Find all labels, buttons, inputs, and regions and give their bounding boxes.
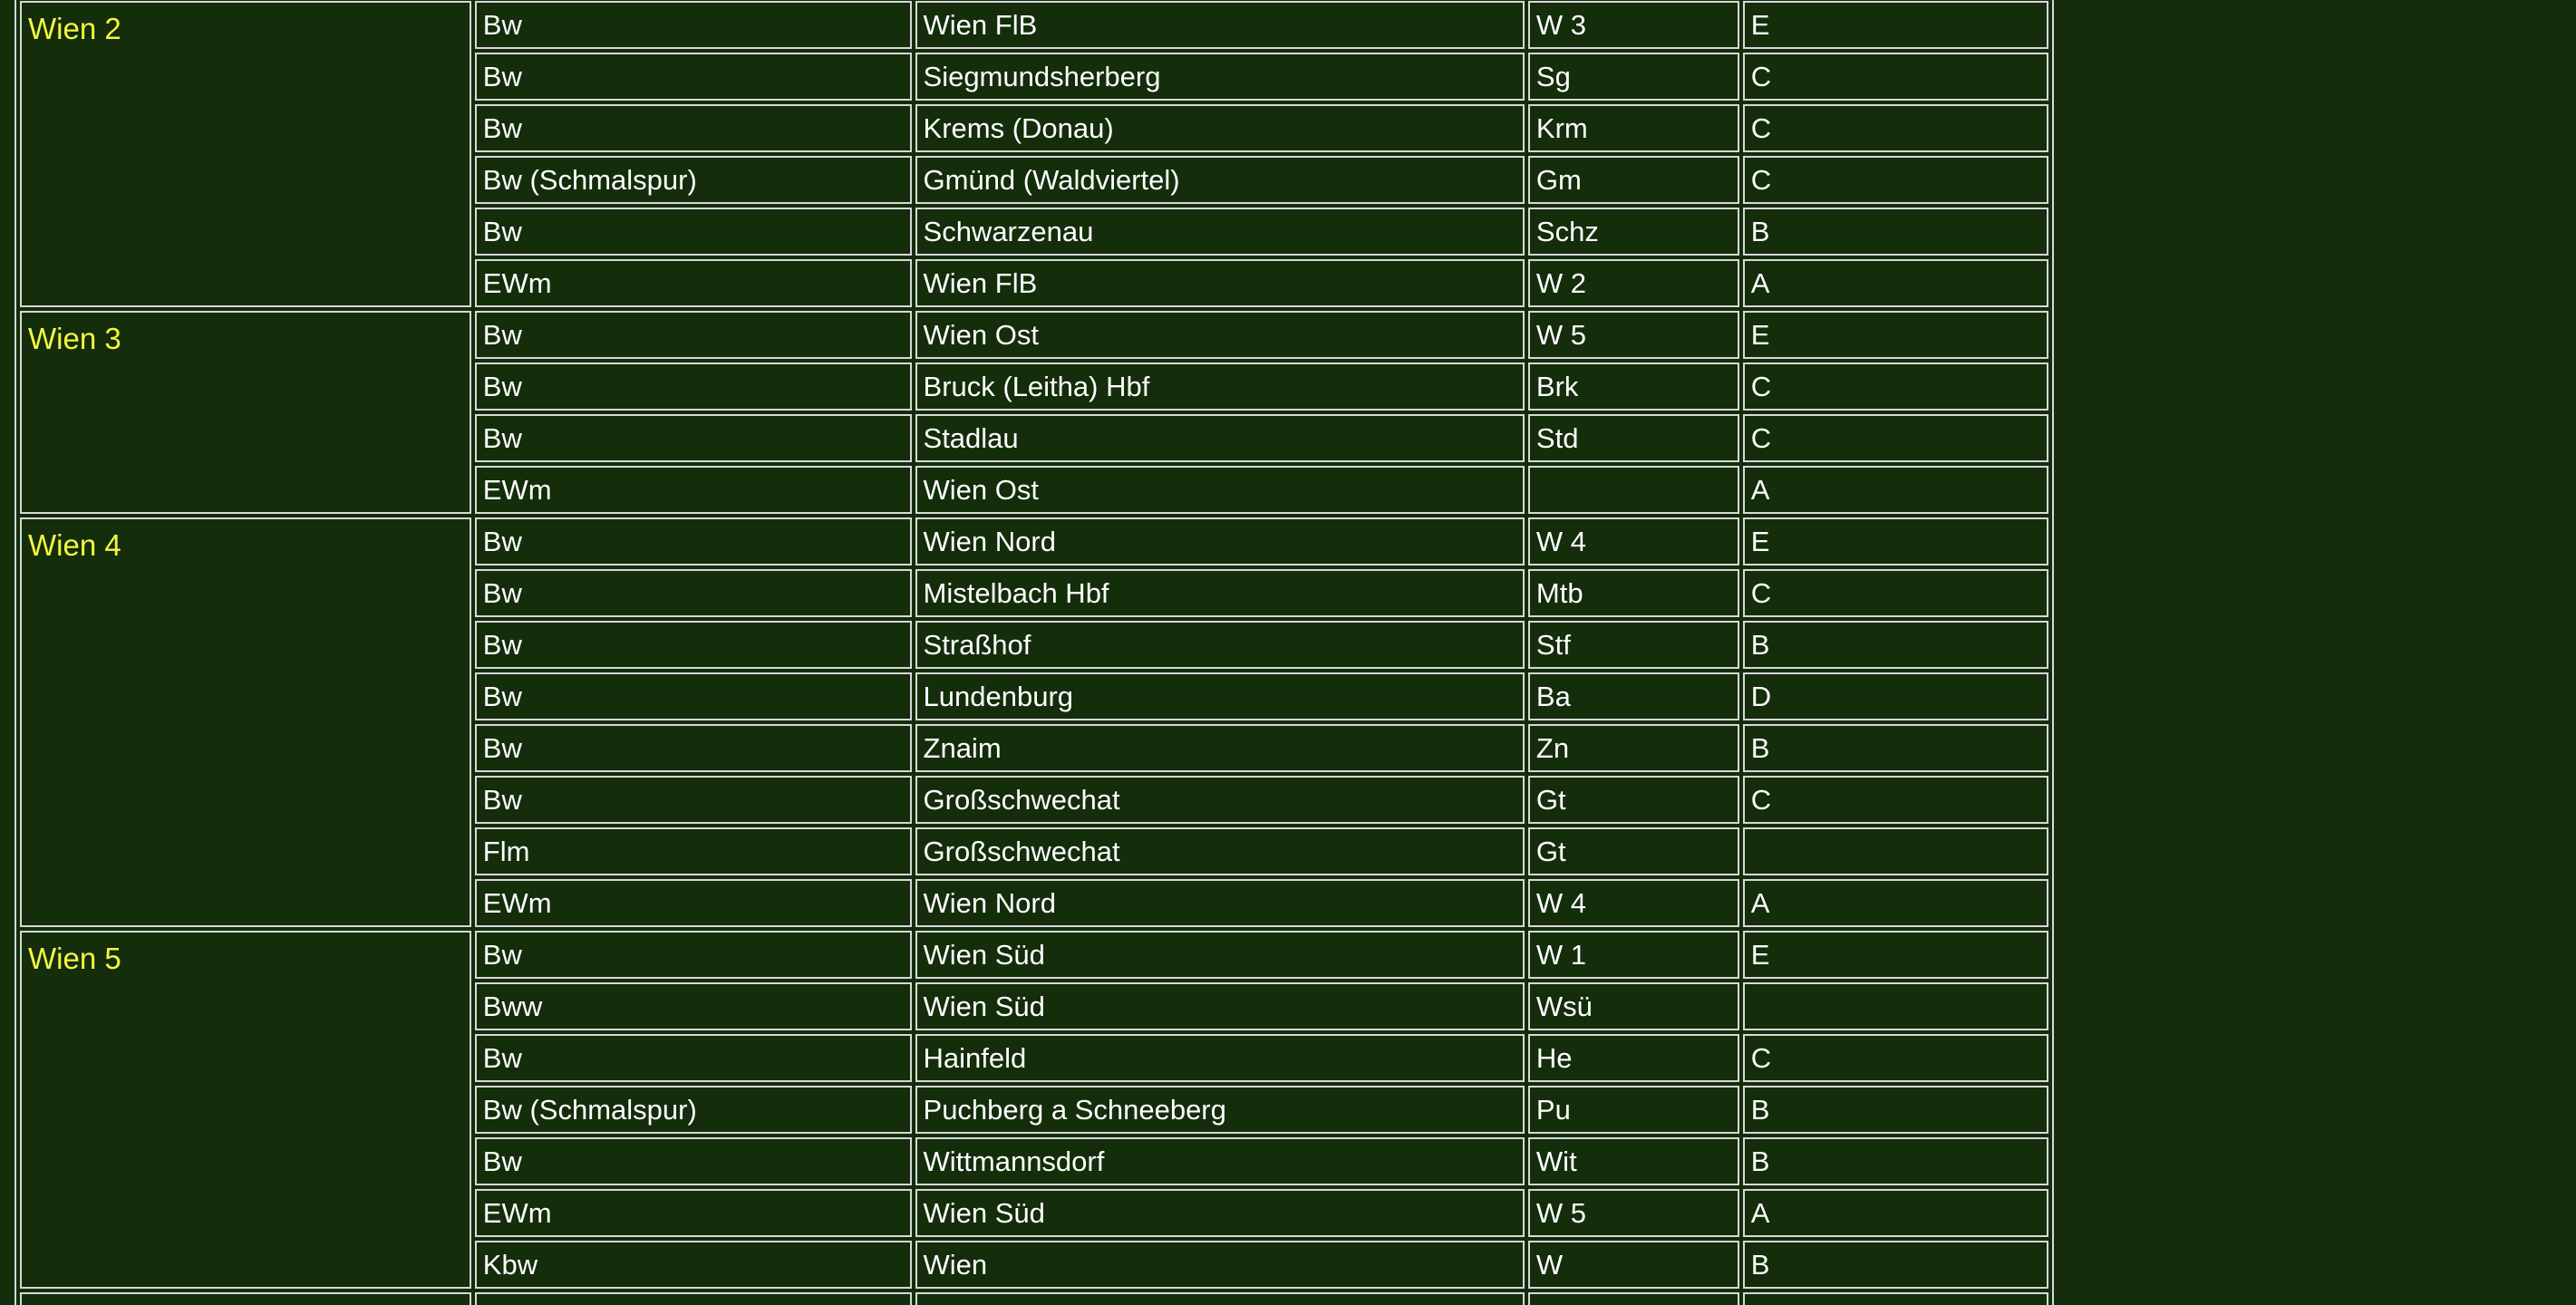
location-cell: Hainfeld — [915, 1034, 1525, 1082]
depot-type-cell: Bw — [475, 104, 912, 152]
table-container — [15, 0, 2054, 1305]
depot-type-cell: Kbw — [475, 1241, 912, 1289]
depot-type-cell: Bw — [475, 1, 912, 49]
location-cell: Wittmannsdorf — [915, 1137, 1525, 1185]
abbreviation-cell: W 2 — [1528, 259, 1739, 307]
depot-type-cell: Bww — [475, 982, 912, 1030]
category-cell: B — [1743, 208, 2048, 256]
abbreviation-cell: W 5 — [1528, 1189, 1739, 1237]
abbreviation-cell: W — [1528, 1241, 1739, 1289]
category-cell: A — [1743, 466, 2048, 514]
location-cell: Wien — [915, 1241, 1525, 1289]
abbreviation-cell: Gt — [1528, 827, 1739, 875]
location-cell: Wien Nord — [915, 517, 1525, 566]
directorate-name: Wien 4 — [20, 517, 471, 927]
category-cell: D — [1743, 672, 2048, 720]
category-cell: E — [1743, 931, 2048, 979]
category-cell: C — [1743, 569, 2048, 617]
category-cell: E — [1743, 311, 2048, 359]
depot-type-cell: Bw (Schmalspur) — [475, 1086, 912, 1134]
category-cell — [1743, 1292, 2048, 1305]
category-cell: A — [1743, 1189, 2048, 1237]
depot-type-cell: EWm — [475, 259, 912, 307]
abbreviation-cell — [1528, 1292, 1739, 1305]
category-cell: A — [1743, 879, 2048, 927]
abbreviation-cell: Ba — [1528, 672, 1739, 720]
abbreviation-cell: W 4 — [1528, 879, 1739, 927]
abbreviation-cell: He — [1528, 1034, 1739, 1082]
depot-type-cell: Bw — [475, 311, 912, 359]
category-cell — [1743, 982, 2048, 1030]
abbreviation-cell — [1528, 466, 1739, 514]
abbreviation-cell: W 3 — [1528, 1, 1739, 49]
depot-type-cell: Bw — [475, 569, 912, 617]
category-cell: B — [1743, 724, 2048, 772]
category-cell: C — [1743, 1034, 2048, 1082]
depot-type-cell: Bw — [475, 724, 912, 772]
category-cell: B — [1743, 1137, 2048, 1185]
table-row — [20, 311, 2048, 359]
category-cell: C — [1743, 414, 2048, 462]
directorate-name — [20, 1292, 471, 1305]
depot-type-cell: Bw — [475, 1137, 912, 1185]
location-cell: Wien FlB — [915, 1, 1525, 49]
depot-type-cell: Bw — [475, 931, 912, 979]
abbreviation-cell: Wsü — [1528, 982, 1739, 1030]
category-cell: E — [1743, 1, 2048, 49]
abbreviation-cell: Brk — [1528, 362, 1739, 411]
location-cell: Stadlau — [915, 414, 1525, 462]
location-cell: Straßhof — [915, 621, 1525, 669]
depot-table — [15, 0, 2054, 1305]
directorate-name: Wien 5 — [20, 931, 471, 1289]
category-cell: C — [1743, 362, 2048, 411]
location-cell: Znaim — [915, 724, 1525, 772]
category-cell: B — [1743, 621, 2048, 669]
depot-type-cell: Bw — [475, 208, 912, 256]
table-row — [20, 1292, 2048, 1305]
location-cell: Wien Süd — [915, 1189, 1525, 1237]
abbreviation-cell: Schz — [1528, 208, 1739, 256]
category-cell: E — [1743, 517, 2048, 566]
depot-type-cell: EWm — [475, 466, 912, 514]
category-cell: A — [1743, 259, 2048, 307]
depot-type-cell: Bw — [475, 776, 912, 824]
abbreviation-cell: Mtb — [1528, 569, 1739, 617]
depot-type-cell: Bw — [475, 53, 912, 101]
abbreviation-cell: Krm — [1528, 104, 1739, 152]
location-cell: Siegmundsherberg — [915, 53, 1525, 101]
depot-type-cell: Bw — [475, 517, 912, 566]
category-cell: C — [1743, 53, 2048, 101]
depot-type-cell: Bw — [475, 362, 912, 411]
depot-type-cell: Bw (Schmalspur) — [475, 156, 912, 204]
abbreviation-cell: W 1 — [1528, 931, 1739, 979]
depot-type-cell: EWm — [475, 879, 912, 927]
category-cell: C — [1743, 156, 2048, 204]
abbreviation-cell: W 4 — [1528, 517, 1739, 566]
abbreviation-cell: Std — [1528, 414, 1739, 462]
abbreviation-cell: Pu — [1528, 1086, 1739, 1134]
directorate-name: Wien 3 — [20, 311, 471, 514]
depot-type-cell: Bw — [475, 414, 912, 462]
location-cell: Wien Ost — [915, 311, 1525, 359]
location-cell: Wien Ost — [915, 466, 1525, 514]
location-cell: Großschwechat — [915, 776, 1525, 824]
location-cell: Großschwechat — [915, 827, 1525, 875]
directorate-name: Wien 2 — [20, 1, 471, 307]
location-cell: Wien FlB — [915, 259, 1525, 307]
location-cell: Gmünd (Waldviertel) — [915, 156, 1525, 204]
table-row — [20, 517, 2048, 566]
abbreviation-cell: Wit — [1528, 1137, 1739, 1185]
location-cell: Wien Süd — [915, 982, 1525, 1030]
abbreviation-cell: Gm — [1528, 156, 1739, 204]
table-row — [20, 931, 2048, 979]
location-cell: Krems (Donau) — [915, 104, 1525, 152]
depot-type-cell: Bw — [475, 672, 912, 720]
location-cell: Wien Nord — [915, 879, 1525, 927]
category-cell: C — [1743, 104, 2048, 152]
depot-type-cell: EWm — [475, 1189, 912, 1237]
abbreviation-cell: W 5 — [1528, 311, 1739, 359]
depot-type-cell — [475, 1292, 912, 1305]
location-cell: Lundenburg — [915, 672, 1525, 720]
location-cell: Puchberg a Schneeberg — [915, 1086, 1525, 1134]
location-cell: Wien Süd — [915, 931, 1525, 979]
category-cell: C — [1743, 776, 2048, 824]
abbreviation-cell: Gt — [1528, 776, 1739, 824]
table-row — [20, 1, 2048, 49]
depot-table-body — [20, 1, 2048, 1305]
location-cell: Schwarzenau — [915, 208, 1525, 256]
category-cell: B — [1743, 1241, 2048, 1289]
depot-type-cell: Bw — [475, 1034, 912, 1082]
location-cell: Mistelbach Hbf — [915, 569, 1525, 617]
category-cell — [1743, 827, 2048, 875]
location-cell: Bruck (Leitha) Hbf — [915, 362, 1525, 411]
depot-type-cell: Bw — [475, 621, 912, 669]
abbreviation-cell: Stf — [1528, 621, 1739, 669]
abbreviation-cell: Sg — [1528, 53, 1739, 101]
abbreviation-cell: Zn — [1528, 724, 1739, 772]
depot-type-cell: Flm — [475, 827, 912, 875]
category-cell: B — [1743, 1086, 2048, 1134]
location-cell — [915, 1292, 1525, 1305]
